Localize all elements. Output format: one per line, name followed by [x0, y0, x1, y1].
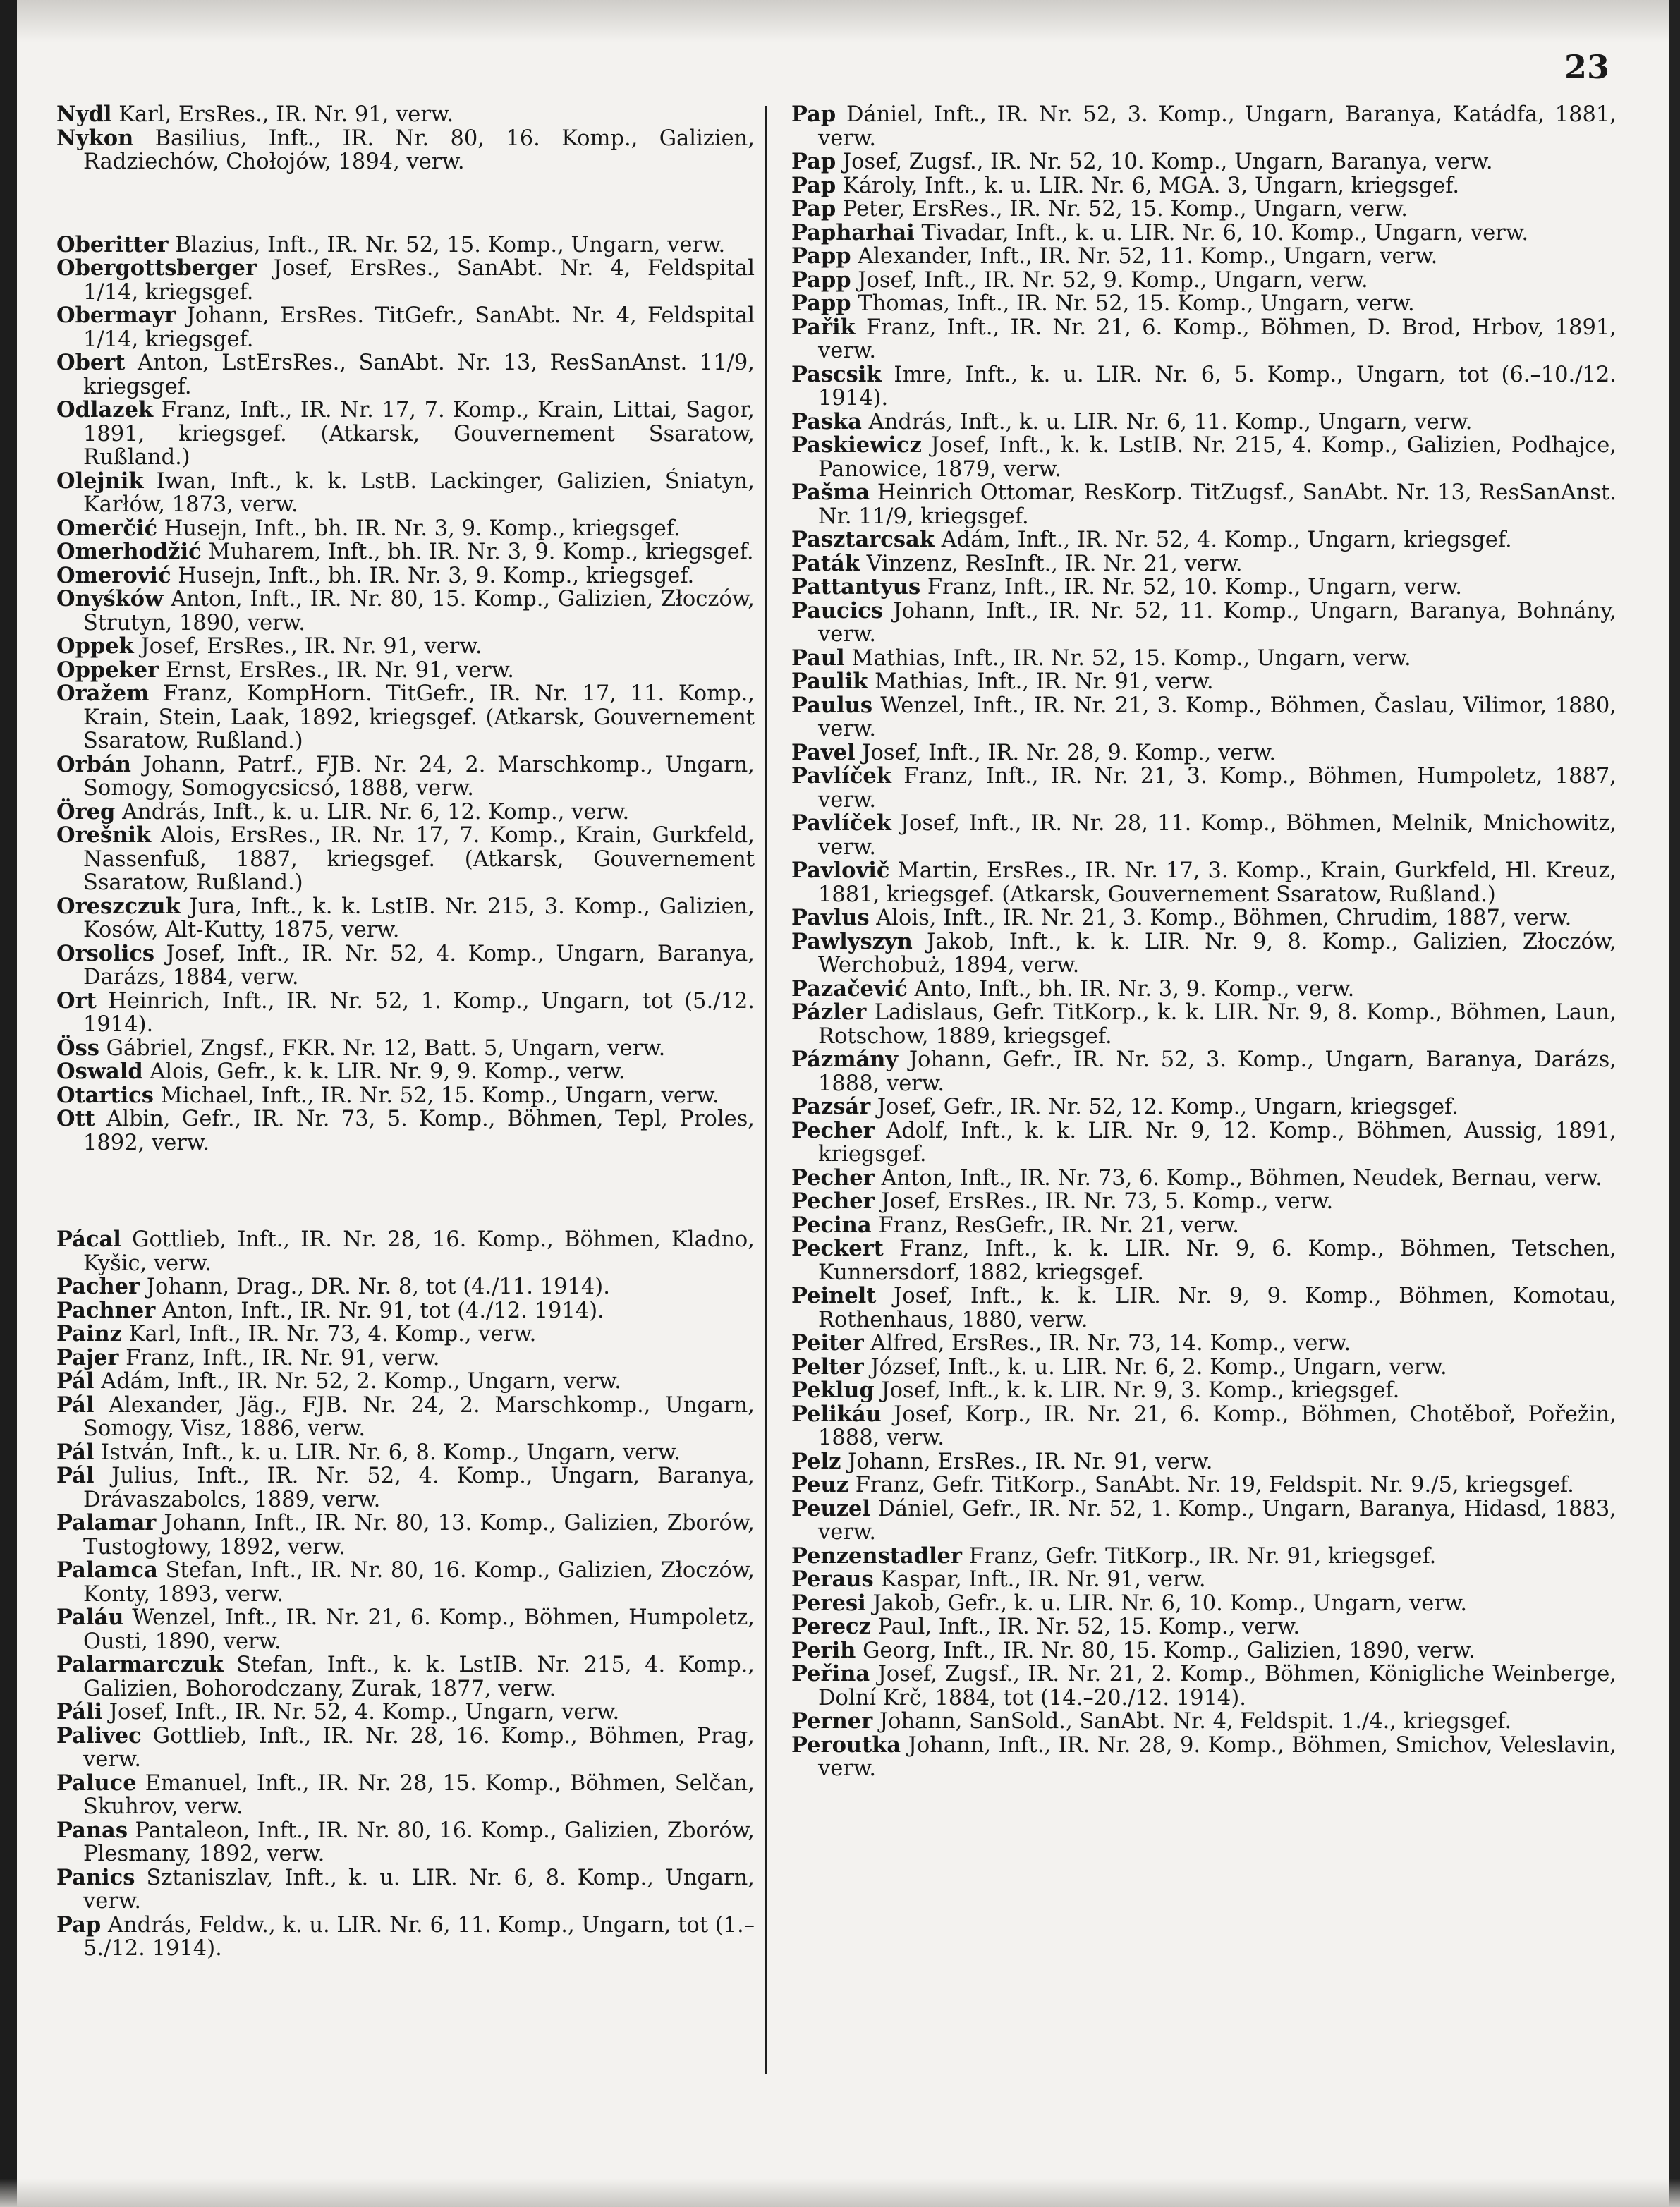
entry — [791, 1592, 1617, 1616]
entry-name: Nydl — [56, 102, 112, 127]
entry-text: Muharem, Inft., bh. IR. Nr. 3, 9. Komp., kriegsgef. — [208, 540, 754, 564]
entry-name: Pázmány — [791, 1047, 899, 1072]
entry-name: Pap — [791, 149, 836, 174]
entry-name: Odlazek — [56, 397, 154, 422]
entry — [56, 1441, 755, 1465]
entry-text: Josef, Inft., k. k. LIR. Nr. 9, 3. Komp., kriegsgef. — [881, 1378, 1400, 1403]
entry-name: Orsolics — [56, 940, 155, 966]
entry-name: Pattantyus — [791, 574, 921, 600]
entry-text: Albin, Gefr., IR. Nr. 73, 5. Komp., Böhmen, Tepl, Proles, 1892, verw. — [83, 1107, 755, 1155]
entry — [56, 351, 755, 399]
entry-text: Josef, Inft., k. k. LIR. Nr. 9, 9. Komp., Böhmen, Komotau, Rothenhaus, 1880, verw. — [818, 1284, 1617, 1332]
entry — [791, 1662, 1617, 1710]
entry-name: Oswald — [56, 1059, 143, 1084]
entry — [791, 269, 1617, 293]
entry-name: Pazsár — [791, 1094, 871, 1119]
entry-text: Johann, ErsRes. TitGefr., SanAbt. Nr. 4, Feldspital 1/14, kriegsgef. — [83, 303, 755, 352]
entry — [791, 1710, 1617, 1734]
scan-edge-right — [1669, 0, 1680, 2207]
entry-name: Orešnik — [56, 822, 152, 848]
entry-name: Ort — [56, 987, 97, 1014]
entry — [791, 741, 1617, 765]
entry-text: Alexander, Inft., IR. Nr. 52, 11. Komp., Ungarn, verw. — [858, 244, 1438, 269]
entry-text: József, Inft., k. u. LIR. Nr. 6, 2. Komp., Ungarn, verw. — [870, 1354, 1447, 1380]
entry-text: Josef, Inft., k. k. LstIB. Nr. 215, 4. Komp., Galizien, Podhajce, Panowice, 1879, verw. — [818, 433, 1617, 482]
entry — [791, 1237, 1617, 1284]
entry-text: Basilius, Inft., IR. Nr. 80, 16. Komp., Galizien, Radziechów, Chołojów, 1894, verw. — [83, 126, 755, 174]
entry — [791, 528, 1617, 552]
entry-name: Perih — [791, 1637, 856, 1663]
entry-name: Pavlovič — [791, 858, 890, 883]
entry-text: Johann, Inft., IR. Nr. 52, 11. Komp., Ungarn, Baranya, Bohnány, verw. — [818, 598, 1617, 647]
entry — [791, 481, 1617, 528]
entry — [56, 1228, 755, 1275]
left-column — [56, 103, 755, 1961]
entry-name: Omerčić — [56, 515, 158, 541]
entry — [791, 292, 1617, 316]
entry — [56, 1653, 755, 1701]
section-n — [56, 103, 755, 174]
entry-text: Josef, Inft., IR. Nr. 52, 9. Komp., Ungarn, verw. — [858, 267, 1368, 293]
entry — [56, 682, 755, 753]
entry-name: Pelter — [791, 1354, 864, 1380]
entry-name: Oberitter — [56, 231, 169, 257]
entry — [791, 103, 1617, 150]
entry-name: Papp — [791, 243, 851, 269]
entry — [56, 659, 755, 683]
entry-text: Martin, ErsRes., IR. Nr. 17, 3. Komp., Krain, Gurkfeld, Hl. Kreuz, 1881, kriegsgef. (Atkarsk, Gouvernement Ssaratow, Rußland.) — [818, 858, 1617, 907]
entry-text: Husejn, Inft., bh. IR. Nr. 3, 9. Komp., kriegsgef. — [178, 563, 695, 588]
entry-name: Papharhai — [791, 219, 915, 245]
section-gap — [56, 1155, 755, 1228]
entry-text: Jakob, Gefr., k. u. LIR. Nr. 6, 10. Komp., Ungarn, verw. — [872, 1591, 1468, 1616]
entry — [791, 1095, 1617, 1119]
entry-text: András, Feldw., k. u. LIR. Nr. 6, 11. Komp., Ungarn, tot (1.–5./12. 1914). — [83, 1912, 755, 1961]
entry — [56, 942, 755, 990]
entry-text: Franz, ResGefr., IR. Nr. 21, verw. — [878, 1212, 1239, 1238]
entry — [791, 576, 1617, 600]
entry-name: Orbán — [56, 751, 131, 777]
entry-text: Anton, Inft., IR. Nr. 73, 6. Komp., Böhmen, Neudek, Bernau, verw. — [881, 1165, 1602, 1191]
section-p — [56, 1228, 755, 1961]
entry — [56, 540, 755, 564]
entry-text: Ernst, ErsRes., IR. Nr. 91, verw. — [165, 657, 514, 683]
entry — [791, 1048, 1617, 1095]
entry-text: Josef, Zugsf., IR. Nr. 52, 10. Komp., Ungarn, Baranya, verw. — [842, 150, 1493, 174]
right-column — [791, 103, 1617, 1781]
entry-text: Alois, Gefr., k. k. LIR. Nr. 9, 9. Komp., verw. — [150, 1059, 626, 1084]
entry-name: Pál — [56, 1439, 95, 1465]
entry — [56, 1275, 755, 1299]
entry-text: István, Inft., k. u. LIR. Nr. 6, 8. Komp., Ungarn, verw. — [101, 1440, 681, 1465]
entry — [56, 1866, 755, 1914]
entry — [56, 103, 755, 127]
entry-text: Wenzel, Inft., IR. Nr. 21, 6. Komp., Böhmen, Humpoletz, Ousti, 1890, verw. — [83, 1605, 755, 1654]
entry-name: Pap — [791, 172, 836, 198]
scan-shadow-bottom — [0, 2179, 1680, 2207]
entry-name: Pázler — [791, 999, 867, 1025]
entry-name: Peuz — [791, 1472, 849, 1497]
entry-text: Karl, ErsRes., IR. Nr. 91, verw. — [118, 102, 454, 127]
entry — [791, 1450, 1617, 1474]
entry — [791, 1615, 1617, 1639]
entry-text: Iwan, Inft., k. k. LstB. Lackinger, Galizien, Śniatyn, Karłów, 1873, verw. — [83, 468, 755, 517]
entry-name: Paucics — [791, 597, 883, 624]
entry — [56, 635, 755, 659]
entry-text: Franz, Inft., IR. Nr. 21, 3. Komp., Böhmen, Humpoletz, 1887, verw. — [818, 764, 1617, 813]
entry — [56, 1299, 755, 1323]
entry-text: Johann, Inft., IR. Nr. 80, 13. Komp., Galizien, Zborów, Tustogłowy, 1892, verw. — [83, 1511, 755, 1560]
entry-text: Franz, Gefr. TitKorp., SanAbt. Nr. 19, Feldspit. Nr. 9./5, kriegsgef. — [855, 1473, 1574, 1497]
entry — [791, 859, 1617, 906]
entry-text: Peter, ErsRes., IR. Nr. 52, 15. Komp., Ungarn, verw. — [842, 197, 1408, 221]
entry-text: Ladislaus, Gefr. TitKorp., k. k. LIR. Nr. 9, 8. Komp., Böhmen, Laun, Rotschow, 1889, kriegsgef. — [818, 1000, 1617, 1049]
entry-name: Nykon — [56, 125, 134, 151]
entry-name: Paul — [791, 645, 845, 671]
entry-name: Pascsik — [791, 361, 882, 387]
entry-name: Omerhodžić — [56, 539, 202, 564]
entry-text: Franz, Inft., IR. Nr. 17, 7. Komp., Krain, Littai, Sagor, 1891, kriegsgef. (Atkarsk, Gouvernement Ssaratow, Rußland.) — [83, 398, 755, 470]
entry-text: Franz, Inft., IR. Nr. 91, verw. — [126, 1345, 440, 1370]
entry-name: Pašma — [791, 480, 870, 505]
entry — [791, 975, 1617, 1002]
entry-name: Omerović — [56, 562, 171, 588]
entry — [791, 408, 1617, 434]
entry — [56, 1323, 755, 1346]
entry-text: Tivadar, Inft., k. u. LIR. Nr. 6, 10. Komp., Ungarn, verw. — [921, 220, 1529, 245]
entry — [56, 753, 755, 801]
entry-name: Pasztarcsak — [791, 527, 935, 552]
entry — [56, 257, 755, 304]
entry-name: Pařik — [791, 314, 856, 340]
entry — [56, 1346, 755, 1370]
entry-name: Paulik — [791, 669, 868, 694]
entry-name: Pap — [791, 196, 836, 221]
entry-name: Pavel — [791, 739, 856, 765]
entry — [791, 1284, 1617, 1332]
entry-name: Pecher — [791, 1165, 875, 1191]
entry-name: Perner — [791, 1708, 873, 1734]
entry-name: Pál — [56, 1368, 95, 1394]
entry-name: Pajer — [56, 1344, 119, 1370]
entry-text: András, Inft., k. u. LIR. Nr. 6, 11. Komp., Ungarn, verw. — [868, 409, 1473, 434]
entry — [56, 1394, 755, 1441]
entry — [56, 1512, 755, 1559]
entry-name: Obergottsberger — [56, 255, 257, 281]
entry-text: Josef, Inft., IR. Nr. 52, 4. Komp., Ungarn, verw. — [109, 1700, 620, 1725]
entry-text: Wenzel, Inft., IR. Nr. 21, 3. Komp., Böhmen, Časlau, Vilimor, 1880, verw. — [818, 693, 1617, 741]
entry-name: Papp — [791, 291, 851, 316]
entry — [791, 1734, 1617, 1781]
entry-name: Penzenstadler — [791, 1543, 963, 1569]
section-o — [56, 233, 755, 1155]
entry-name: Peřina — [791, 1661, 870, 1686]
entry-name: Paták — [791, 550, 860, 576]
entry — [56, 470, 755, 517]
entry-text: Josef, ErsRes., IR. Nr. 91, verw. — [140, 634, 482, 659]
entry — [791, 1497, 1617, 1545]
page-number: 23 — [1564, 48, 1609, 86]
entry-text: Josef, Inft., IR. Nr. 28, 9. Komp., verw. — [862, 740, 1277, 765]
entry — [791, 1001, 1617, 1048]
entry — [56, 588, 755, 635]
entry-text: Johann, Inft., IR. Nr. 28, 9. Komp., Böhmen, Smichov, Veleslavin, verw. — [818, 1732, 1617, 1781]
entry — [791, 1639, 1617, 1663]
entry-text: Sztaniszlav, Inft., k. u. LIR. Nr. 6, 8. Komp., Ungarn, verw. — [83, 1865, 755, 1914]
entry — [791, 670, 1617, 694]
entry-text: Anto, Inft., bh. IR. Nr. 3, 9. Komp., verw. — [914, 976, 1355, 1002]
entry-name: Oreszczuk — [56, 893, 181, 919]
entry-text: Alois, ErsRes., IR. Nr. 17, 7. Komp., Krain, Gurkfeld, Nassenfuß, 1887, kriegsgef. (Atkarsk, Gouvernement Ssaratow, Rußland.) — [83, 823, 755, 895]
entry — [791, 812, 1617, 859]
entry — [791, 150, 1617, 174]
entry — [56, 824, 755, 895]
entry-text: Alfred, ErsRes., IR. Nr. 73, 14. Komp., verw. — [870, 1331, 1351, 1356]
entry-name: Pelikáu — [791, 1401, 882, 1427]
entry — [56, 1701, 755, 1725]
entry-text: Mathias, Inft., IR. Nr. 52, 15. Komp., Ungarn, verw. — [851, 645, 1411, 671]
entry — [791, 597, 1617, 647]
entry-text: Dániel, Inft., IR. Nr. 52, 3. Komp., Ungarn, Baranya, Katádfa, 1881, verw. — [818, 102, 1617, 151]
entry — [791, 765, 1617, 812]
entry — [791, 316, 1617, 363]
entry-text: Gottlieb, Inft., IR. Nr. 28, 16. Komp., Böhmen, Prag, verw. — [83, 1723, 755, 1772]
entry — [791, 245, 1617, 269]
entry-name: Peklug — [791, 1378, 875, 1403]
entry — [791, 906, 1617, 930]
entry-text: Alexander, Jäg., FJB. Nr. 24, 2. Marschkomp., Ungarn, Somogy, Visz, 1886, verw. — [83, 1392, 755, 1441]
entry — [56, 1606, 755, 1653]
scan-edge-left — [0, 0, 17, 2207]
entry-name: Pelz — [791, 1448, 841, 1474]
entry-name: Pácal — [56, 1227, 121, 1252]
entry — [56, 798, 755, 825]
scan-shadow-top — [0, 0, 1680, 42]
entry-text: Kaspar, Inft., IR. Nr. 91, verw. — [880, 1567, 1206, 1592]
entry-text: Josef, Gefr., IR. Nr. 52, 12. Komp., Ungarn, kriegsgef. — [877, 1095, 1459, 1119]
entry — [56, 1370, 755, 1394]
entry — [791, 1356, 1617, 1380]
entry — [791, 930, 1617, 978]
entry-name: Oražem — [56, 681, 150, 706]
entry-text: Jakob, Inft., k. k. LIR. Nr. 9, 8. Komp., Galizien, Złoczów, Werchobuż, 1894, verw. — [818, 929, 1617, 978]
entry — [791, 552, 1617, 576]
entry — [791, 1473, 1617, 1497]
entry-text: Franz, Gefr. TitKorp., IR. Nr. 91, kriegsgef. — [968, 1543, 1437, 1569]
entry-name: Pál — [56, 1463, 95, 1488]
entry-name: Pavlíček — [791, 763, 891, 789]
entry-text: Franz, Inft., k. k. LIR. Nr. 9, 6. Komp., Böhmen, Tetschen, Kunnersdorf, 1882, kriegsgef. — [818, 1236, 1617, 1285]
column-divider — [765, 106, 767, 2074]
entry — [56, 1722, 755, 1772]
entry-name: Pecina — [791, 1212, 872, 1238]
entry-text: Paul, Inft., IR. Nr. 52, 15. Komp., verw. — [877, 1615, 1301, 1639]
entry — [56, 1060, 755, 1084]
entry — [791, 1119, 1617, 1167]
entry-name: Peroutka — [791, 1732, 901, 1758]
entry-text: Julius, Inft., IR. Nr. 52, 4. Komp., Ungarn, Baranya, Drávaszabolcs, 1889, verw. — [83, 1464, 755, 1512]
entry-name: Pap — [791, 102, 836, 127]
entry-text: Johann, SanSold., SanAbt. Nr. 4, Feldspit. 1./4., kriegsgef. — [879, 1709, 1512, 1734]
entry-text: Stefan, Inft., k. k. LstIB. Nr. 215, 4. Komp., Galizien, Bohorodczany, Zurak, 1877, verw. — [83, 1653, 755, 1701]
entry — [56, 1772, 755, 1819]
entry-name: Palivec — [56, 1722, 142, 1749]
entry-text: Josef, Zugsf., IR. Nr. 21, 2. Komp., Böhmen, Königliche Weinberge, Dolní Krč, 1884, tot (14.–20./12. 1914). — [818, 1662, 1617, 1710]
entry-name: Paluce — [56, 1770, 137, 1796]
entry-text: Josef, Inft., IR. Nr. 28, 11. Komp., Böhmen, Melnik, Mnichowitz, verw. — [818, 811, 1617, 860]
entry-text: Johann, Patrf., FJB. Nr. 24, 2. Marschkomp., Ungarn, Somogy, Somogycsicsó, 1888, verw. — [83, 752, 755, 801]
entry-name: Peresi — [791, 1590, 866, 1616]
entry-text: Stefan, Inft., IR. Nr. 80, 16. Komp., Galizien, Złoczów, Konty, 1893, verw. — [83, 1558, 755, 1607]
entry — [56, 1911, 755, 1961]
entry — [791, 1190, 1617, 1214]
entry-text: Anton, LstErsRes., SanAbt. Nr. 13, ResSanAnst. 11/9, kriegsgef. — [83, 351, 755, 399]
entry-name: Olejnik — [56, 468, 144, 494]
entry-text: Gottlieb, Inft., IR. Nr. 28, 16. Komp., Böhmen, Kladno, Kyšic, verw. — [83, 1227, 755, 1276]
entry — [56, 1464, 755, 1512]
entry — [791, 1214, 1617, 1238]
entry-text: Dániel, Gefr., IR. Nr. 52, 1. Komp., Ungarn, Baranya, Hidasd, 1883, verw. — [818, 1496, 1617, 1545]
entry-name: Peckert — [791, 1236, 884, 1261]
entry-text: Emanuel, Inft., IR. Nr. 28, 15. Komp., Böhmen, Selčan, Skuhrov, verw. — [83, 1770, 755, 1819]
entry-text: Josef, Inft., IR. Nr. 52, 4. Komp., Ungarn, Baranya, Darázs, 1884, verw. — [83, 941, 755, 990]
entry — [56, 987, 755, 1037]
entry-text: Adám, Inft., IR. Nr. 52, 2. Komp., Ungarn, verw. — [101, 1369, 621, 1394]
entry-text: Josef, ErsRes., IR. Nr. 73, 5. Komp., verw. — [881, 1189, 1334, 1214]
entry — [791, 363, 1617, 411]
entry-text: Anton, Inft., IR. Nr. 91, tot (4./12. 1914). — [162, 1298, 604, 1323]
entry-text: Josef, Korp., IR. Nr. 21, 6. Komp., Böhmen, Chotěboř, Pořežin, 1888, verw. — [818, 1402, 1617, 1450]
entry-name: Öss — [56, 1035, 99, 1061]
entry-name: Pazačević — [791, 975, 908, 1002]
entry — [791, 434, 1617, 481]
entry-text: Adolf, Inft., k. k. LIR. Nr. 9, 12. Komp., Böhmen, Aussig, 1891, kriegsgef. — [818, 1118, 1617, 1167]
entry-name: Paskiewicz — [791, 432, 922, 458]
entry — [791, 1167, 1617, 1191]
entry-text: Jura, Inft., k. k. LstIB. Nr. 215, 3. Komp., Galizien, Kosów, Alt-Kutty, 1875, verw. — [83, 894, 755, 942]
entry-name: Pap — [56, 1911, 102, 1938]
entry-name: Oppeker — [56, 657, 159, 683]
entry-text: Gábriel, Zngsf., FKR. Nr. 12, Batt. 5, Ungarn, verw. — [106, 1035, 666, 1061]
entry — [791, 174, 1617, 198]
entry-text: Alois, Inft., IR. Nr. 21, 3. Komp., Böhmen, Chrudim, 1887, verw. — [876, 906, 1572, 930]
entry-name: Perecz — [791, 1614, 871, 1639]
entry-text: Franz, Inft., IR. Nr. 21, 6. Komp., Böhmen, D. Brod, Hrbov, 1891, verw. — [818, 315, 1617, 363]
entry-name: Ott — [56, 1106, 95, 1131]
entry — [56, 564, 755, 588]
entry-text: Imre, Inft., k. u. LIR. Nr. 6, 5. Komp., Ungarn, tot (6.–10./12. 1914). — [818, 362, 1617, 411]
entry-name: Öreg — [56, 798, 116, 825]
entry-text: Karl, Inft., IR. Nr. 73, 4. Komp., verw. — [128, 1322, 537, 1346]
entry-text: András, Inft., k. u. LIR. Nr. 6, 12. Komp., verw. — [122, 799, 630, 825]
entry-text: Anton, Inft., IR. Nr. 80, 15. Komp., Galizien, Złoczów, Strutyn, 1890, verw. — [83, 587, 755, 636]
entry-text: Károly, Inft., k. u. LIR. Nr. 6, MGA. 3, Ungarn, kriegsgef. — [842, 173, 1460, 198]
entry-name: Panics — [56, 1864, 135, 1890]
entry-text: Franz, Inft., IR. Nr. 52, 10. Komp., Ungarn, verw. — [927, 575, 1462, 600]
entry — [791, 1379, 1617, 1403]
entry — [56, 895, 755, 942]
entry-name: Paulus — [791, 692, 872, 718]
entry-text: Johann, Drag., DR. Nr. 8, tot (4./11. 1914). — [146, 1275, 610, 1299]
entry — [791, 1332, 1617, 1356]
entry — [56, 399, 755, 470]
entry-text: Vinzenz, ResInft., IR. Nr. 21, verw. — [866, 551, 1243, 576]
entry — [56, 233, 755, 257]
entry-text: Heinrich, Inft., IR. Nr. 52, 1. Komp., Ungarn, tot (5./12. 1914). — [83, 988, 755, 1037]
entry-name: Paska — [791, 408, 862, 434]
entry-text: Blazius, Inft., IR. Nr. 52, 15. Komp., Ungarn, verw. — [175, 232, 726, 257]
entry-name: Oppek — [56, 633, 134, 659]
entry-name: Papp — [791, 267, 851, 293]
entry — [56, 304, 755, 351]
entry — [56, 1084, 755, 1108]
entry-text: Heinrich Ottomar, ResKorp. TitZugsf., SanAbt. Nr. 13, ResSanAnst. Nr. 11/9, kriegsgef. — [818, 480, 1617, 529]
entry-name: Obermayr — [56, 303, 176, 328]
entry — [56, 1107, 755, 1155]
entry — [56, 1559, 755, 1606]
entry-name: Palamar — [56, 1510, 157, 1536]
entry-text: Husejn, Inft., bh. IR. Nr. 3, 9. Komp., kriegsgef. — [164, 516, 681, 541]
entry-name: Peuzel — [791, 1495, 871, 1521]
entry-name: Pecher — [791, 1117, 875, 1143]
entry-name: Palamca — [56, 1557, 158, 1583]
section-gap — [56, 174, 755, 233]
entry-name: Panas — [56, 1817, 128, 1843]
entry-text: Pantaleon, Inft., IR. Nr. 80, 16. Komp., Galizien, Zborów, Plesmany, 1892, verw. — [83, 1818, 755, 1866]
entry-text: Johann, ErsRes., IR. Nr. 91, verw. — [848, 1449, 1213, 1474]
entry-name: Paláu — [56, 1605, 124, 1630]
entry — [791, 1568, 1617, 1592]
entry — [791, 197, 1617, 221]
entry-name: Obert — [56, 350, 126, 375]
entry — [56, 1037, 755, 1061]
entry — [56, 127, 755, 174]
entry-text: Georg, Inft., IR. Nr. 80, 15. Komp., Galizien, 1890, verw. — [863, 1638, 1475, 1663]
entry-name: Onyśków — [56, 586, 164, 612]
entry-name: Páli — [56, 1699, 103, 1725]
entry — [791, 694, 1617, 741]
entry-name: Peraus — [791, 1567, 874, 1592]
entry-text: Michael, Inft., IR. Nr. 52, 15. Komp., Ungarn, verw. — [160, 1083, 719, 1108]
entry-name: Peiter — [791, 1330, 864, 1356]
entry-name: Pál — [56, 1392, 95, 1418]
entry — [791, 1545, 1617, 1569]
entry-name: Peinelt — [791, 1283, 877, 1308]
entry — [56, 1819, 755, 1866]
entry — [791, 647, 1617, 671]
entry — [791, 221, 1617, 245]
entry — [791, 1403, 1617, 1450]
entry-name: Pavlus — [791, 905, 870, 930]
entry-text: Johann, Gefr., IR. Nr. 52, 3. Komp., Ungarn, Baranya, Darázs, 1888, verw. — [818, 1047, 1617, 1096]
entry-name: Pawlyszyn — [791, 928, 913, 954]
entry-name: Painz — [56, 1321, 122, 1346]
entry-text: Thomas, Inft., IR. Nr. 52, 15. Komp., Ungarn, verw. — [858, 291, 1415, 316]
entry — [56, 517, 755, 541]
entry-text: Franz, KompHorn. TitGefr., IR. Nr. 17, 11. Komp., Krain, Stein, Laak, 1892, kriegsgef. (Atkarsk, Gouvernement Ssaratow, Rußland.) — [83, 681, 755, 753]
entry-text: Josef, ErsRes., SanAbt. Nr. 4, Feldspital 1/14, kriegsgef. — [83, 256, 755, 305]
entry-name: Pacher — [56, 1274, 140, 1299]
entry-text: Adám, Inft., IR. Nr. 52, 4. Komp., Ungarn, kriegsgef. — [941, 528, 1512, 552]
entry-text: Mathias, Inft., IR. Nr. 91, verw. — [875, 669, 1214, 694]
entry-name: Pecher — [791, 1188, 875, 1214]
entry-name: Pachner — [56, 1297, 156, 1323]
entry-name: Palarmarczuk — [56, 1652, 224, 1677]
entry-name: Pavlíček — [791, 810, 891, 836]
entry-name: Otartics — [56, 1082, 154, 1108]
